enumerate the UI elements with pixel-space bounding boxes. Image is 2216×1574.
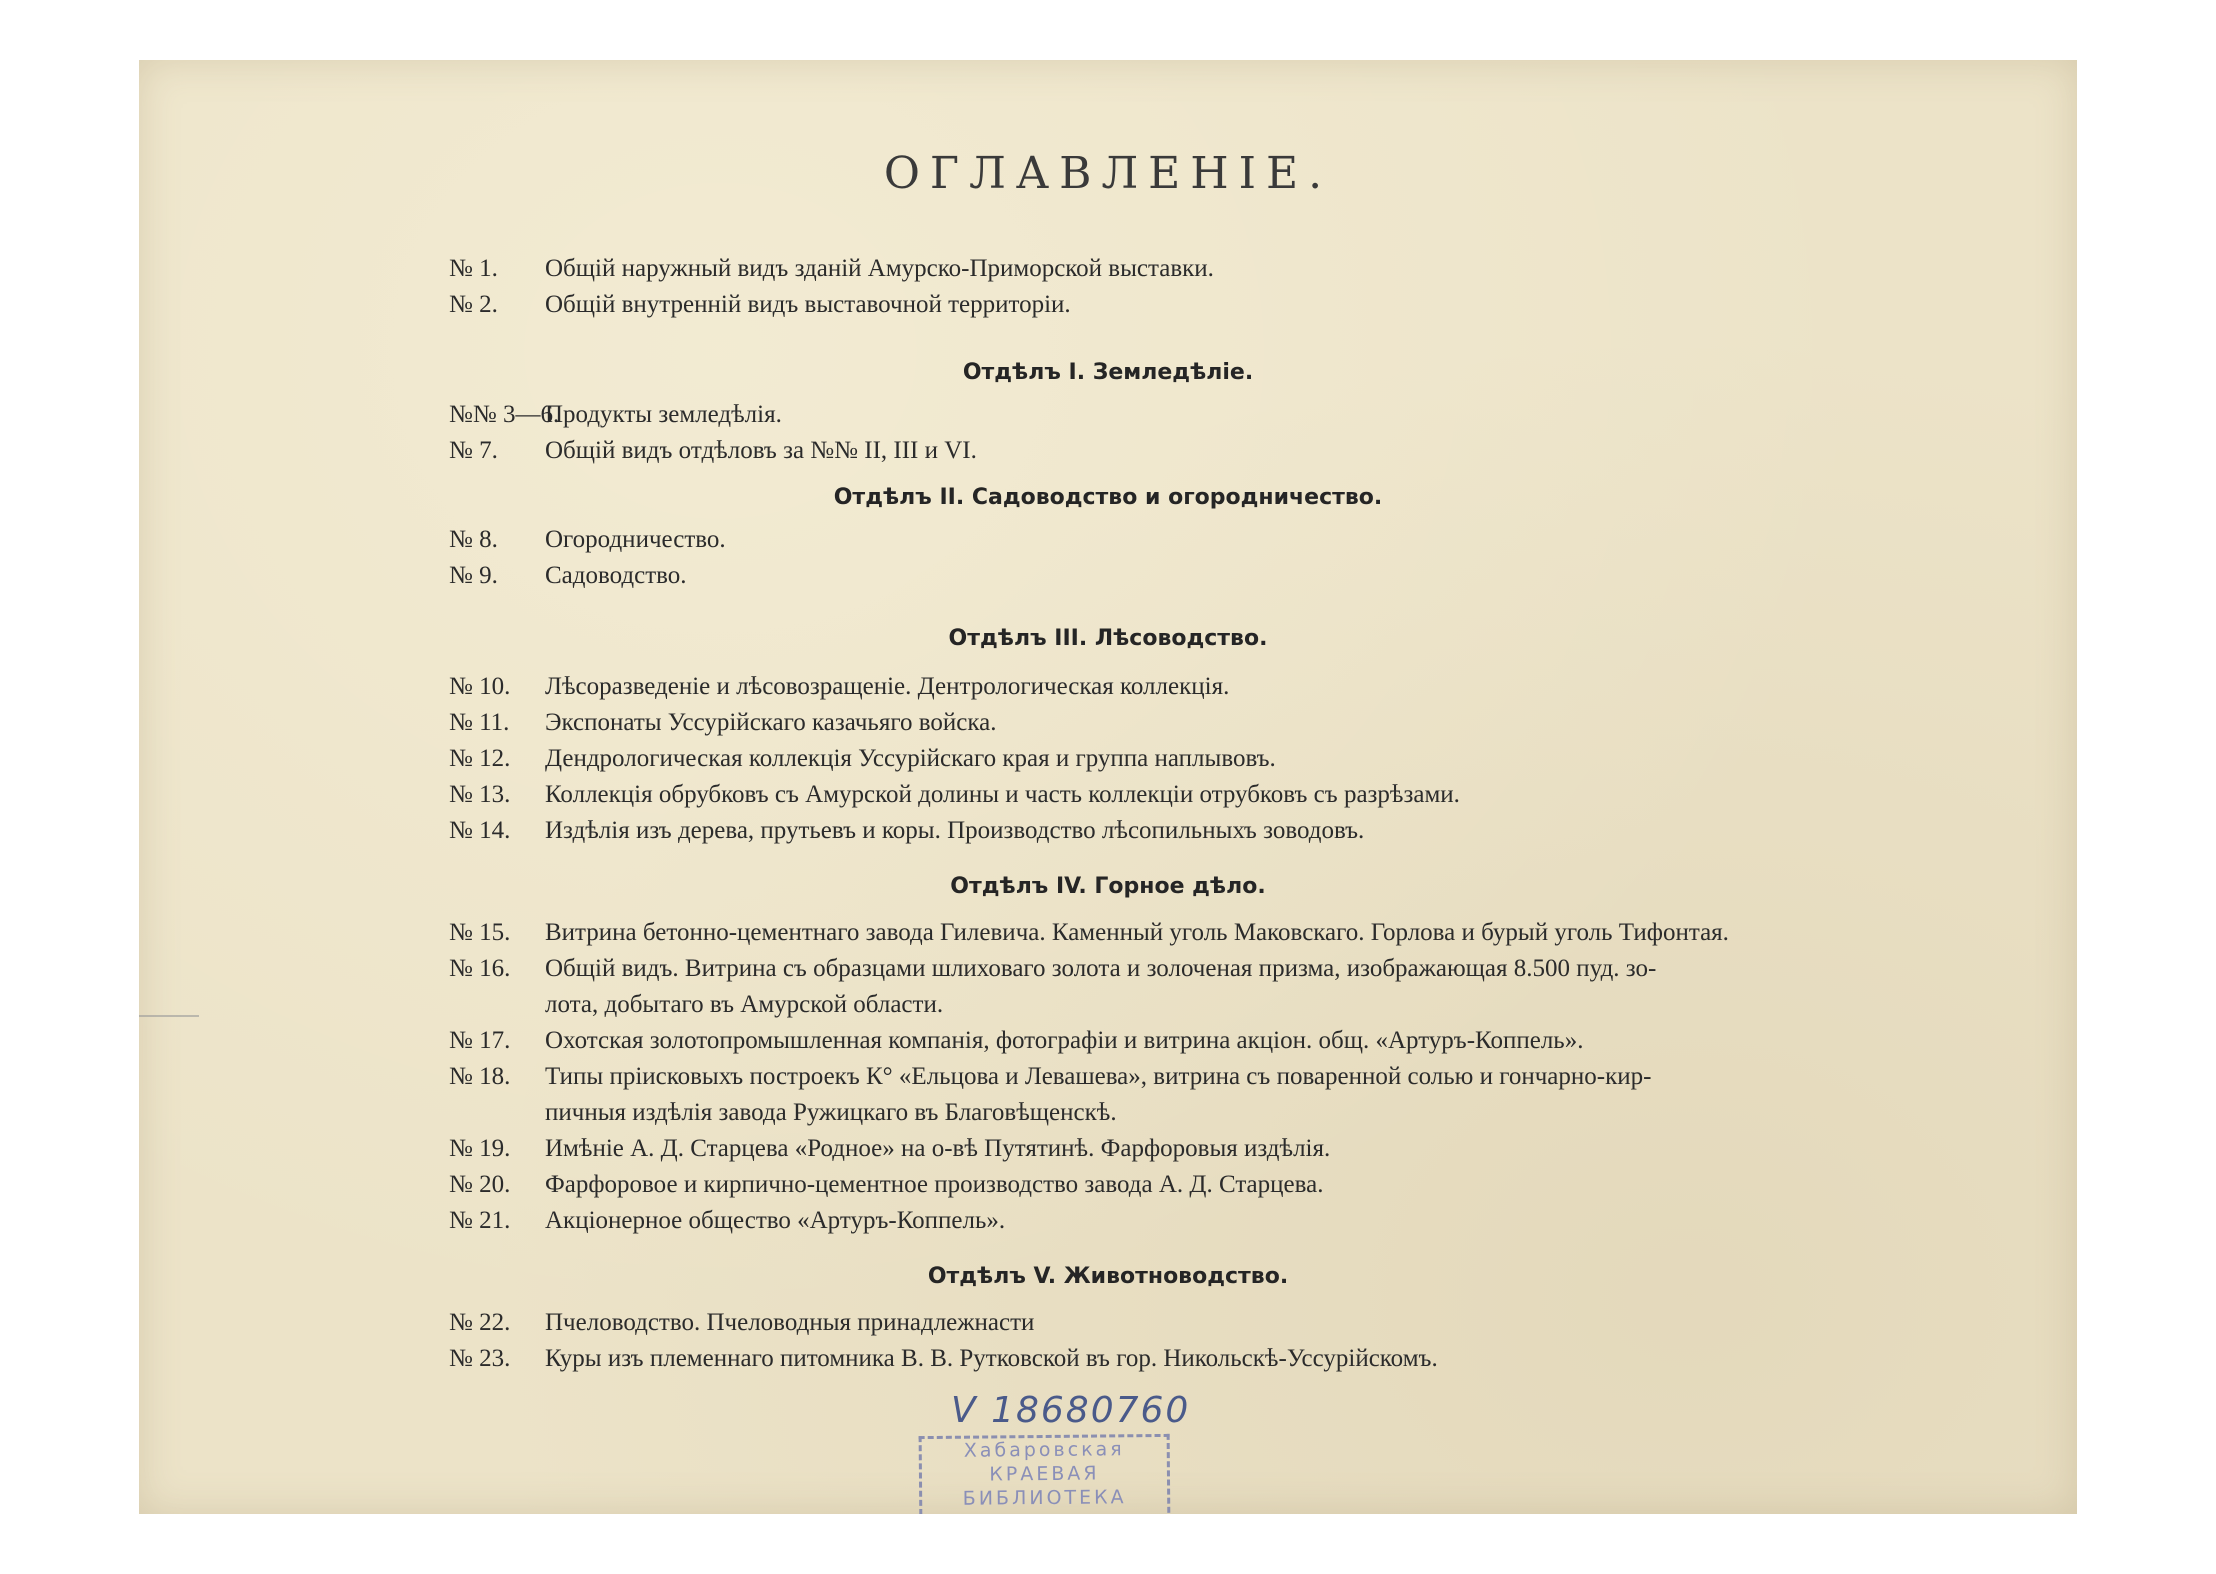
entry-text: Лѣсоразведеніе и лѣсовозращеніе. Дентрологическая коллекція. [545,673,1230,700]
toc-entry [449,1342,1438,1376]
toc-entry [449,1024,1583,1058]
section-heading: Отдѣлъ V. Животноводство. [927,1264,1289,1289]
entry-text: Охотская золотопромышленная компанія, фотографіи и витрина акціон. общ. «Артуръ-Коппель». [545,1027,1584,1054]
entry-text: Пчеловодство. Пчеловодныя принадлежнасти [545,1309,1035,1336]
document-page [139,60,2077,1514]
toc-entry [449,952,1656,986]
toc-entry [449,398,782,432]
stamp-line: Хабаровская [963,1438,1125,1462]
entry-text: Общій наружный видъ зданій Амурско-Приморской выставки. [545,255,1214,282]
entry-text: Общій внутренній видъ выставочной территоріи. [545,291,1071,318]
entry-number: № 10. [449,673,511,700]
entry-text: Садоводство. [545,562,687,589]
entry-number: № 14. [449,817,511,844]
section-heading: Отдѣлъ II. Садоводство и огородничество. [833,485,1383,510]
entry-number: № 20. [449,1171,511,1198]
toc-entry [449,916,1729,950]
entry-text: Продукты земледѣлія. [545,401,782,428]
toc-entry [449,742,1276,776]
entry-number: № 11. [449,709,510,736]
toc-entry [449,814,1364,848]
entry-number: № 1. [449,255,498,282]
entry-number: № 21. [449,1207,511,1234]
entry-number: № 16. [449,955,511,982]
page-title: ОГЛАВЛЕНІЕ. [883,148,1333,199]
toc-entry [449,670,1229,704]
stamp-line: КРАЕВАЯ [989,1462,1100,1486]
entry-number: № 19. [449,1135,511,1162]
toc-entry [449,706,996,740]
entry-number: №№ 3—6. [449,401,560,428]
section-heading: Отдѣлъ I. Земледѣліе. [962,360,1254,385]
entry-number: № 23. [449,1345,511,1372]
entry-number: № 15. [449,919,511,946]
toc-entry [449,434,977,468]
paper-crease [139,1015,199,1017]
entry-text: Экспонаты Уссурійскаго казачьяго войска. [545,709,997,736]
entry-text: Общій видъ отдѣловъ за №№ II, III и VI. [545,437,977,464]
entry-text: Общій видъ. Витрина съ образцами шлиховаго золота и золоченая призма, изображающая 8.500 пуд. зо- [545,955,1657,982]
section-heading: Отдѣлъ IV. Горное дѣло. [950,874,1266,899]
toc-entry [449,1168,1323,1202]
toc-entry [449,1306,1034,1340]
toc-entry [449,523,726,557]
library-stamp [919,1434,1171,1514]
entry-number: № 22. [449,1309,511,1336]
entry-number: № 18. [449,1063,511,1090]
entry-number: № 7. [449,437,498,464]
entry-number: № 8. [449,526,498,553]
entry-text: Коллекція обрубковъ съ Амурской долины и часть коллекціи отрубковъ съ разрѣзами. [545,781,1460,808]
entry-number: № 17. [449,1027,511,1054]
entry-number: № 12. [449,745,511,772]
entry-text: Огородничество. [545,526,726,553]
accession-number: V 18680760 [951,1390,1191,1431]
entry-number: № 2. [449,291,498,318]
entry-number: № 9. [449,562,498,589]
section-heading: Отдѣлъ III. Лѣсоводство. [948,626,1268,651]
entry-number: № 13. [449,781,511,808]
entry-text: Фарфоровое и кирпично-цементное производство завода А. Д. Старцева. [545,1171,1324,1198]
toc-entry [449,252,1214,286]
entry-text: Куры изъ племеннаго питомника В. В. Рутковской въ гор. Никольскѣ-Уссурійскомъ. [545,1345,1438,1372]
toc-entry [449,778,1460,812]
entry-text: Акціонерное общество «Артуръ-Коппель». [545,1207,1006,1234]
entry-text: Издѣлія изъ дерева, прутьевъ и коры. Производство лѣсопильныхъ зоводовъ. [545,817,1365,844]
toc-entry [449,559,687,593]
toc-entry [449,1060,1651,1094]
entry-text: Витрина бетонно-цементнаго завода Гилевича. Каменный уголь Маковскаго. Горлова и бурый уголь Тифонтая. [545,919,1729,946]
stamp-line: БИБЛИОТЕКА [962,1486,1127,1510]
entry-text: Дендрологическая коллекція Уссурійскаго края и группа наплывовъ. [545,745,1276,772]
toc-entry [449,1204,1005,1238]
toc-entry [449,288,1071,322]
entry-text: Имѣніе А. Д. Старцева «Родное» на о-вѣ Путятинѣ. Фарфоровыя издѣлія. [545,1135,1331,1162]
toc-entry [449,1132,1330,1166]
toc-entry-continuation: лота, добытаго въ Амурской области. [545,991,944,1018]
entry-text: Типы пріисковыхъ построекъ К° «Ельцова и Левашева», витрина съ поваренной солью и гончарно-кир- [545,1063,1652,1090]
toc-entry-continuation: пичныя издѣлія завода Ружицкаго въ Благовѣщенскѣ. [545,1099,1117,1126]
